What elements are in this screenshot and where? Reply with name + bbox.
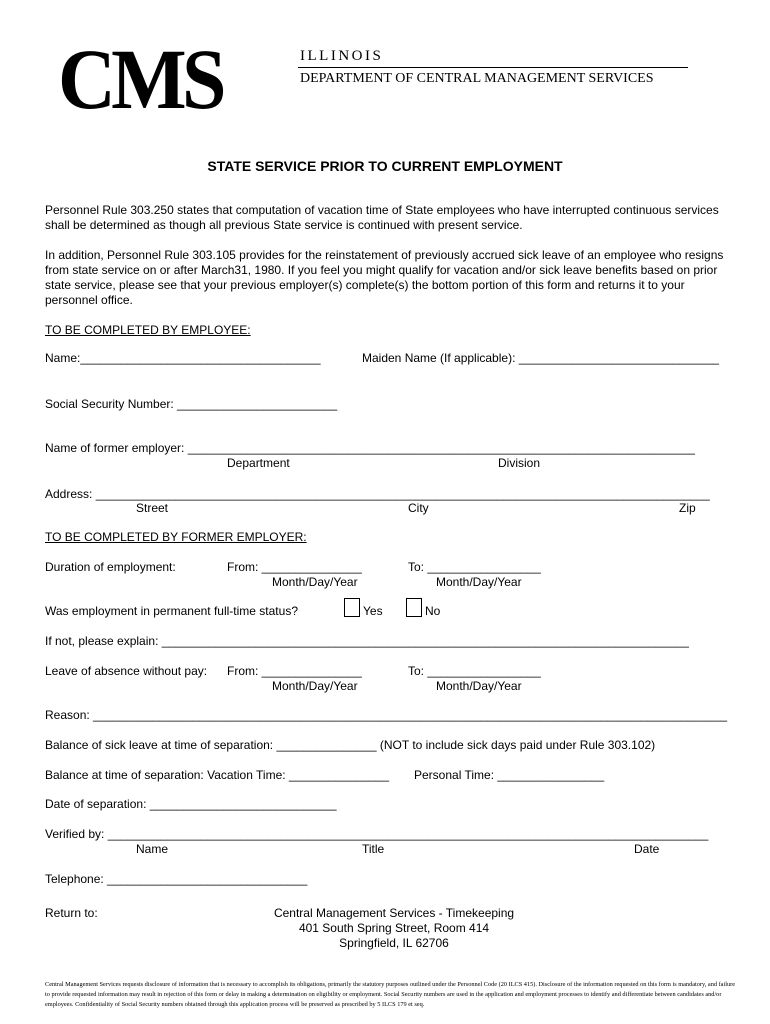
division-caption: Division: [498, 456, 541, 470]
no-label: No: [425, 604, 441, 618]
yes-label: Yes: [363, 604, 383, 618]
leave-to-field[interactable]: To: _________________: [408, 664, 541, 678]
header-state: ILLINOIS: [300, 48, 384, 64]
leave-from-field[interactable]: From: _______________: [227, 664, 362, 678]
return-to-label: Return to:: [45, 906, 98, 920]
leave-to-date-caption: Month/Day/Year: [436, 679, 522, 693]
vacation-time-field[interactable]: Balance at time of separation: Vacation Time: _______________: [45, 768, 390, 782]
return-address-line-1: Central Management Services - Timekeeping: [273, 906, 515, 920]
verified-by-field[interactable]: Verified by: __________________________________________________________________________________________: [45, 827, 709, 841]
permanent-status-label: Was employment in permanent full-time status?: [45, 604, 298, 618]
intro-paragraph-1: Personnel Rule 303.250 states that computation of vacation time of State employees who have interrupted continuous services shall be determined as though all previous State service is continued with present service.: [45, 203, 719, 232]
intro-paragraph-2: In addition, Personnel Rule 303.105 provides for the reinstatement of previously accrued sick leave of an employee who resigns from state service on or after March31, 1980. If you feel you might qualify for vacation and/or sick leave benefits based on prior state service, please see that your previous employer(s) complete(s) the bottom portion of this form and returns it to your personnel office.: [45, 248, 724, 307]
header-rule: [298, 67, 688, 68]
employee-section-heading: TO BE COMPLETED BY EMPLOYEE:: [45, 323, 251, 337]
street-caption: Street: [136, 501, 169, 515]
separation-date-field[interactable]: Date of separation: ____________________________: [45, 797, 337, 811]
return-address-line-2: 401 South Spring Street, Room 414: [298, 921, 490, 935]
verified-date-caption: Date: [634, 842, 660, 856]
duration-from-field[interactable]: From: _______________: [227, 560, 362, 574]
to-date-caption: Month/Day/Year: [436, 575, 522, 589]
address-field[interactable]: Address: ____________________________________________________________________________________________: [45, 487, 710, 501]
yes-checkbox[interactable]: [344, 598, 360, 617]
verified-title-caption: Title: [362, 842, 385, 856]
maiden-name-field[interactable]: Maiden Name (If applicable): ______________________________: [362, 351, 719, 365]
duration-to-field[interactable]: To: _________________: [408, 560, 541, 574]
city-caption: City: [408, 501, 429, 515]
verified-name-caption: Name: [136, 842, 169, 856]
former-employer-field[interactable]: Name of former employer: ____________________________________________________________________________: [45, 441, 695, 455]
name-field[interactable]: Name:____________________________________: [45, 351, 321, 365]
telephone-field[interactable]: Telephone: ______________________________: [45, 872, 308, 886]
duration-label: Duration of employment:: [45, 560, 176, 574]
no-checkbox[interactable]: [406, 598, 422, 617]
leave-label: Leave of absence without pay:: [45, 664, 208, 678]
reason-field[interactable]: Reason: _______________________________________________________________________________________________: [45, 708, 728, 722]
leave-from-date-caption: Month/Day/Year: [272, 679, 358, 693]
explain-field[interactable]: If not, please explain: _______________________________________________________________________________: [45, 634, 689, 648]
department-caption: Department: [227, 456, 290, 470]
from-date-caption: Month/Day/Year: [272, 575, 358, 589]
sick-leave-balance-field[interactable]: Balance of sick leave at time of separation: _______________ (NOT to include sick days paid under Rule 303.102): [45, 738, 656, 752]
form-title: STATE SERVICE PRIOR TO CURRENT EMPLOYMENT: [207, 158, 563, 174]
ssn-field[interactable]: Social Security Number: ________________________: [45, 397, 338, 411]
employer-section-heading: TO BE COMPLETED BY FORMER EMPLOYER:: [45, 530, 307, 544]
header-department: DEPARTMENT OF CENTRAL MANAGEMENT SERVICES: [300, 71, 654, 86]
privacy-footer: Central Management Services requests disclosure of information that is necessary to accomplish its obligations, primarily the statutory purposes outlined under the Personnel Code (20 ILCS 415). Disclosure of the information requested on this form is mandatory, and failure to provide requested information may result in rejection of this form or delay in making a determination on eligibility or employment. Social Security numbers are used in the application and employment processes to identify and differentiate between candidates and/or employees. Confidentiality of Social Security numbers obtained through this application process will be preserved as prescribed by 5 ILCS 179 et seq.: [45, 981, 735, 1008]
zip-caption: Zip: [679, 501, 696, 515]
personal-time-field[interactable]: Personal Time: ________________: [414, 768, 605, 782]
cms-logo: CMS: [58, 31, 222, 127]
return-address-line-3: Springfield, IL 62706: [339, 936, 449, 950]
